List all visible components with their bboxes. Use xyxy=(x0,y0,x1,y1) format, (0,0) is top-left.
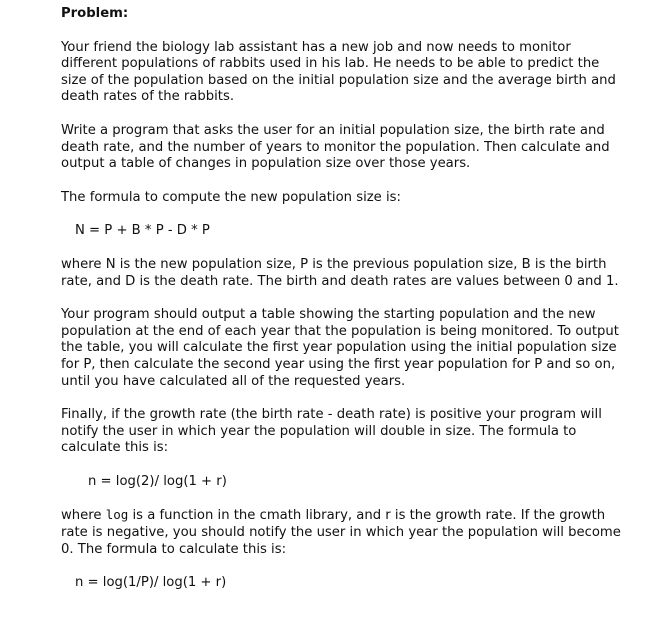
log-paragraph-rest: is a function in the cmath library, and r is the growth rate. If the growth rate is negative, you should notify the user in which year the population will become 0. The formula to calculate this is: xyxy=(61,508,621,557)
population-formula: N = P + B * P - D * P xyxy=(75,223,210,239)
log-paragraph-lead: where xyxy=(61,508,106,524)
formula-intro-paragraph: The formula to compute the new population size is: xyxy=(61,189,401,205)
log-code-term: log xyxy=(105,507,129,523)
problem-heading: Problem: xyxy=(61,6,129,21)
problem-document xyxy=(61,6,621,609)
extinction-formula: n = log(1/P)/ log(1 + r) xyxy=(75,575,227,591)
doubling-formula: n = log(2)/ log(1 + r) xyxy=(88,473,227,489)
intro-paragraph: Your friend the biology lab assistant has a new job and now needs to monitor different populations of rabbits used in his lab. He needs to be able to predict the size of the population based on the initial population size and the average birth and death rates of the rabbits. xyxy=(61,39,616,105)
growth-rate-paragraph: Finally, if the growth rate (the birth rate - death rate) is positive your program will notify the user in which year the population will double in size. The formula to calculate this is: xyxy=(61,407,602,456)
task-paragraph: Write a program that asks the user for an initial population size, the birth rate and death rate, and the number of years to monitor the population. Then calculate and output a table of changes in population size over those years. xyxy=(61,122,610,172)
variable-definitions-paragraph: where N is the new population size, P is the previous population size, B is the birth rate, and D is the death rate. The birth and death rates are values between 0 and 1. xyxy=(61,256,619,289)
log-function-paragraph xyxy=(61,507,621,558)
output-table-paragraph: Your program should output a table showing the starting population and the new population at the end of each year that the population is being monitored. To output the table, you will calculate the first year population using the initial population size for P, then calculate the second year using the first year population for P and so on, until you have calculated all of the requested years. xyxy=(61,307,619,389)
